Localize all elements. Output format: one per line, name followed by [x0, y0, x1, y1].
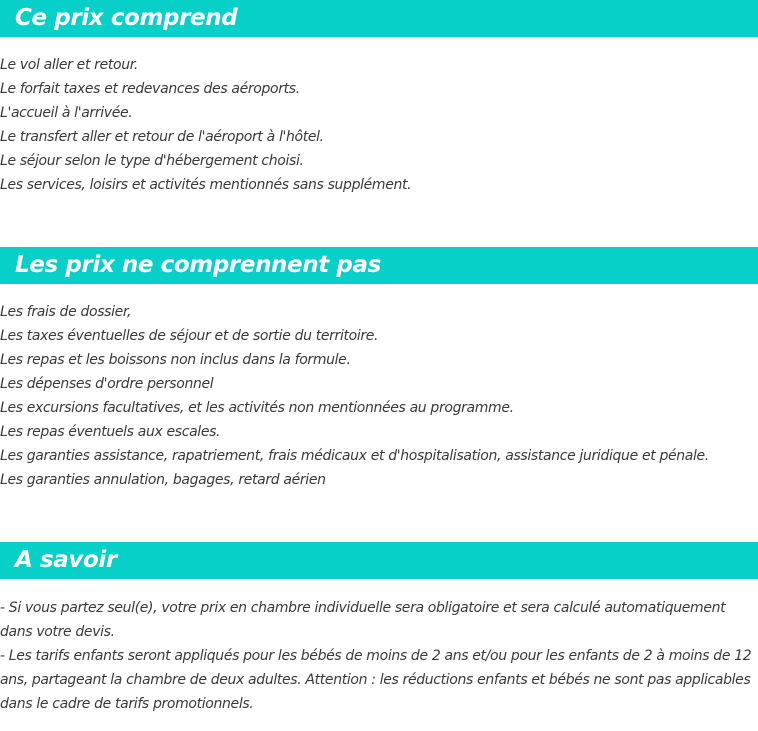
info-paragraph-single-traveller: - Si vous partez seul(e), votre prix en chambre individuelle sera obligatoire et sera calculé automatiquement dans votre devis.	[0, 600, 726, 640]
section-title-not-included: Les prix ne comprennent pas	[0, 247, 758, 284]
section-good-to-know	[0, 542, 758, 716]
list-item: Le forfait taxes et redevances des aéroports.	[0, 81, 300, 97]
included-list	[0, 53, 758, 197]
info-paragraph-child-rates: - Les tarifs enfants seront appliqués pour les bébés de moins de 2 ans et/ou pour les enfants de 2 à moins de 12 ans, partageant la chambre de deux adultes. Attention : les réductions enfants et bébés ne sont pas applicables dans le cadre de tarifs promotionnels.	[0, 648, 752, 712]
list-item: Le séjour selon le type d'hébergement choisi.	[0, 153, 304, 169]
list-item: Le transfert aller et retour de l'aéroport à l'hôtel.	[0, 129, 324, 145]
good-to-know-text	[0, 596, 758, 716]
list-item: Les repas et les boissons non inclus dans la formule.	[0, 352, 351, 368]
not-included-list	[0, 300, 758, 492]
list-item: Les garanties annulation, bagages, retard aérien	[0, 472, 326, 488]
list-item: L'accueil à l'arrivée.	[0, 105, 133, 121]
section-title-included: Ce prix comprend	[0, 0, 758, 37]
list-item: Les frais de dossier,	[0, 304, 132, 320]
list-item: Les garanties assistance, rapatriement, frais médicaux et d'hospitalisation, assistance juridique et pénale.	[0, 448, 709, 464]
list-item: Les services, loisirs et activités mentionnés sans supplément.	[0, 177, 412, 193]
list-item: Les taxes éventuelles de séjour et de sortie du territoire.	[0, 328, 379, 344]
section-not-included	[0, 247, 758, 492]
section-included	[0, 0, 758, 197]
list-item: Les repas éventuels aux escales.	[0, 424, 221, 440]
section-title-good-to-know: A savoir	[0, 542, 758, 579]
list-item: Le vol aller et retour.	[0, 57, 138, 73]
list-item: Les excursions facultatives, et les activités non mentionnées au programme.	[0, 400, 514, 416]
list-item: Les dépenses d'ordre personnel	[0, 376, 214, 392]
